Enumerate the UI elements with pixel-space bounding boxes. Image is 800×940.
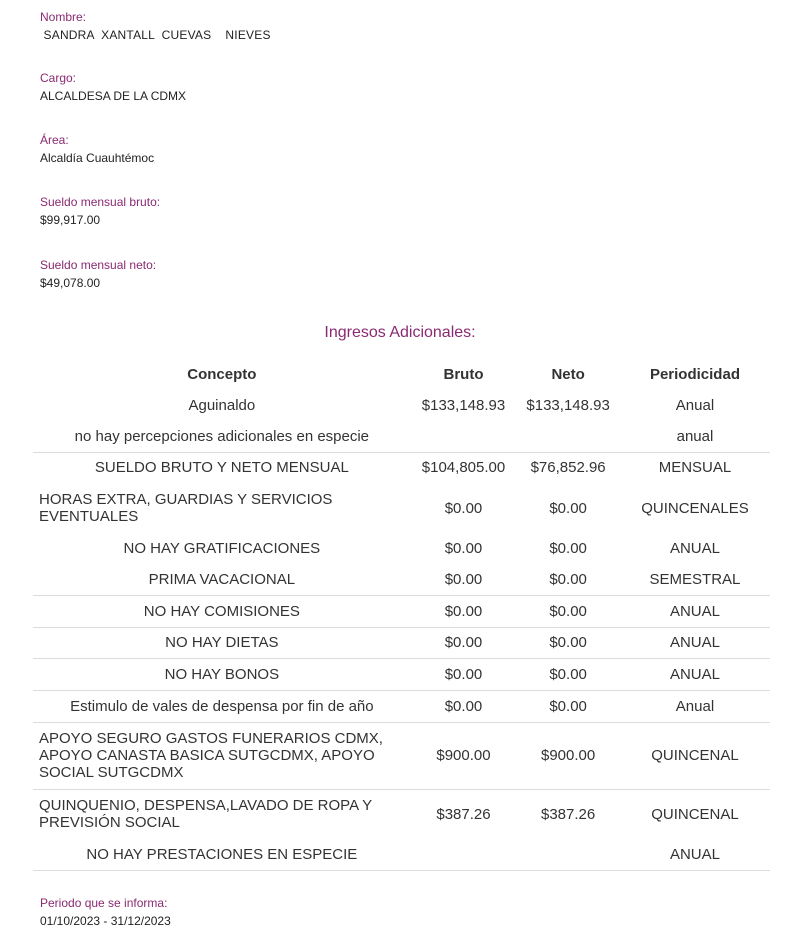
- cell-concepto: SUELDO BRUTO Y NETO MENSUAL: [33, 452, 411, 483]
- cell-periodicidad: ANUAL: [669, 540, 720, 557]
- cell-periodicidad: ANUAL: [620, 627, 770, 658]
- cargo-label: Cargo:: [40, 71, 77, 85]
- table-row: [33, 690, 770, 722]
- cell-neto: $0.00: [516, 627, 620, 658]
- cell-bruto: $0.00: [444, 540, 483, 557]
- cell-bruto: $387.26: [411, 789, 517, 839]
- cell-periodicidad: QUINCENAL: [620, 722, 770, 789]
- field-sueldo-bruto: [40, 194, 160, 228]
- cell-concepto: APOYO SEGURO GASTOS FUNERARIOS CDMX, APOYO CANASTA BASICA SUTGCDMX, APOYO SOCIAL SUTGCDMX: [33, 722, 411, 789]
- cell-periodicidad: QUINCENALES: [641, 499, 749, 517]
- cell-periodicidad: ANUAL: [620, 839, 770, 870]
- cell-neto: $387.26: [516, 789, 620, 839]
- cell-concepto: NO HAY GRATIFICACIONES: [123, 540, 321, 557]
- cargo-value: ALCALDESA DE LA CDMX: [40, 89, 187, 103]
- cell-concepto: HORAS EXTRA, GUARDIAS Y SERVICIOS EVENTUALES: [39, 491, 333, 525]
- cell-periodicidad: QUINCENAL: [620, 789, 770, 839]
- field-cargo: [40, 70, 186, 104]
- table-row: [33, 789, 770, 839]
- sueldo-neto-label: Sueldo mensual neto:: [40, 258, 157, 272]
- ingresos-title: Ingresos Adicionales:: [324, 324, 476, 341]
- header-periodicidad: Periodicidad: [649, 365, 740, 383]
- cell-periodicidad: anual: [676, 427, 714, 445]
- header-neto: Neto: [551, 365, 585, 383]
- cell-bruto: [411, 421, 517, 452]
- cell-bruto: $0.00: [411, 658, 517, 690]
- ingresos-table: [33, 358, 770, 871]
- cell-neto: $0.00: [549, 570, 587, 588]
- cell-bruto: $133,148.93: [421, 397, 506, 414]
- cell-periodicidad: Anual: [675, 397, 715, 414]
- cell-neto: $133,148.93: [526, 397, 610, 414]
- sueldo-bruto-value: $99,917.00: [40, 213, 101, 227]
- cell-concepto: NO HAY BONOS: [33, 658, 411, 690]
- sueldo-neto-value: $49,078.00: [40, 276, 101, 290]
- sueldo-bruto-label: Sueldo mensual bruto:: [40, 195, 161, 209]
- cell-concepto: Aguinaldo: [188, 397, 256, 414]
- cell-bruto: $900.00: [411, 722, 517, 789]
- cell-concepto: NO HAY DIETAS: [33, 627, 411, 658]
- cell-bruto: $0.00: [411, 690, 517, 722]
- cell-bruto: $0.00: [444, 570, 483, 588]
- cell-periodicidad: SEMESTRAL: [649, 570, 741, 588]
- cell-concepto: no hay percepciones adicionales en especie: [74, 427, 370, 445]
- cell-periodicidad: ANUAL: [620, 658, 770, 690]
- table-row: [33, 564, 770, 595]
- table-row: [33, 390, 770, 421]
- cell-bruto: $104,805.00: [411, 452, 517, 483]
- cell-bruto: $0.00: [411, 595, 517, 627]
- field-nombre: [40, 9, 271, 43]
- nombre-label: Nombre:: [40, 10, 87, 24]
- table-row: [33, 658, 770, 690]
- cell-bruto: $0.00: [444, 499, 483, 517]
- table-row: [33, 452, 770, 483]
- cell-bruto: [411, 839, 517, 870]
- cell-neto: $0.00: [516, 658, 620, 690]
- table-row: [33, 627, 770, 658]
- cell-concepto: NO HAY COMISIONES: [33, 595, 411, 627]
- cell-neto: $0.00: [549, 499, 587, 517]
- table-row: [33, 722, 770, 789]
- periodo-label: Periodo que se informa:: [40, 896, 168, 910]
- area-label: Área:: [40, 133, 69, 147]
- field-sueldo-neto: [40, 257, 156, 291]
- cell-concepto: PRIMA VACACIONAL: [148, 570, 296, 588]
- cell-neto: $76,852.96: [516, 452, 620, 483]
- cell-bruto: $0.00: [411, 627, 517, 658]
- cell-periodicidad: MENSUAL: [620, 452, 770, 483]
- periodo-value: 01/10/2023 - 31/12/2023: [40, 914, 171, 928]
- area-value: Alcaldía Cuauhtémoc: [40, 151, 155, 165]
- cell-neto: $0.00: [516, 595, 620, 627]
- header-bruto: Bruto: [443, 365, 484, 383]
- nombre-value: SANDRA XANTALL CUEVAS NIEVES: [40, 28, 271, 42]
- cell-neto: [516, 421, 620, 452]
- cell-neto: $900.00: [516, 722, 620, 789]
- cell-periodicidad: Anual: [620, 690, 770, 722]
- cell-concepto: QUINQUENIO, DESPENSA,LAVADO DE ROPA Y PREVISIÓN SOCIAL: [33, 789, 411, 839]
- table-row: [33, 839, 770, 870]
- table-row: [33, 483, 770, 533]
- table-row: [33, 533, 770, 564]
- cell-concepto: Estimulo de vales de despensa por fin de año: [33, 690, 411, 722]
- field-area: [40, 132, 154, 166]
- cell-neto: [516, 839, 620, 870]
- cell-periodicidad: ANUAL: [620, 595, 770, 627]
- cell-neto: $0.00: [549, 540, 587, 557]
- cell-neto: $0.00: [516, 690, 620, 722]
- table-row: [33, 595, 770, 627]
- table-row: [33, 421, 770, 452]
- header-concepto: Concepto: [187, 365, 257, 383]
- cell-concepto: NO HAY PRESTACIONES EN ESPECIE: [33, 839, 411, 870]
- table-header-row: [33, 358, 770, 390]
- field-periodo: [40, 895, 171, 929]
